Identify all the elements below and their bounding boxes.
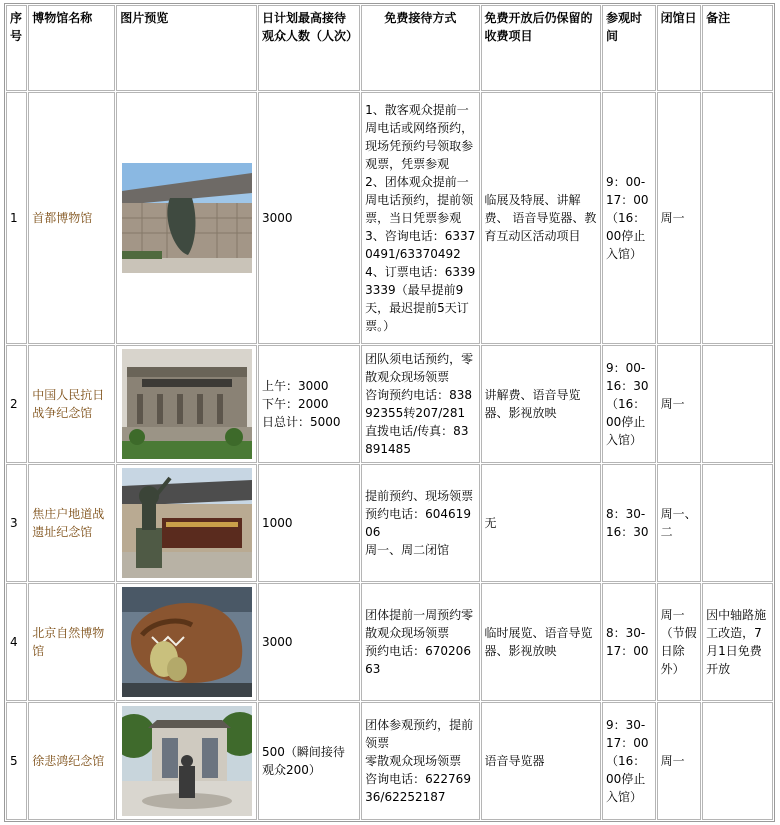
header-row (6, 5, 773, 91)
xu-beihong-memorial-photo[interactable] (122, 706, 252, 816)
capacity-cell: 3000 (258, 92, 360, 344)
header-name: 博物馆名称 (28, 5, 115, 91)
fees-cell: 临展及特展、讲解费、 语音导览器、教育互动区活动项目 (481, 92, 601, 344)
header-fees: 免费开放后仍保留的收费项目 (481, 5, 601, 91)
seq-cell: 2 (6, 345, 27, 463)
header-seq: 序号 (6, 5, 27, 91)
museum-table (4, 3, 775, 822)
method-cell: 团体参观预约，提前领票 零散观众现场领票 咨询电话：62276936/62252187 (361, 702, 479, 820)
image-cell (116, 464, 257, 582)
notes-cell (702, 702, 773, 820)
seq-cell: 4 (6, 583, 27, 701)
table-row (6, 583, 773, 701)
hours-cell: 9：00-17：00（16：00停止入馆） (602, 92, 656, 344)
museum-name-link[interactable]: 北京自然博物馆 (28, 583, 115, 701)
natural-history-museum-photo[interactable] (122, 587, 252, 697)
fees-cell: 临时展览、语音导览器、影视放映 (481, 583, 601, 701)
hours-cell: 9：30-17：00（16：00停止入馆） (602, 702, 656, 820)
hours-cell: 9：00-16：30（16：00停止入馆） (602, 345, 656, 463)
image-cell (116, 92, 257, 344)
header-hours: 参观时间 (602, 5, 656, 91)
method-cell: 1、散客观众提前一周电话或网络预约，现场凭预约号领取参观票，凭票参观 2、团体观众提前一周电话预约，提前领票，当日凭票参观 3、咨询电话：63370491/63370492 4、订票电话：63393339（最早提前9天，最迟提前5天订票。） (361, 92, 479, 344)
closed-cell: 周一 (657, 702, 702, 820)
method-cell: 团队须电话预约，零散观众现场领票 咨询预约电话：83892355转207/281 直拨电话/传真：83891485 (361, 345, 479, 463)
capital-museum-photo[interactable] (122, 163, 252, 273)
anti-japanese-war-memorial-photo[interactable] (122, 349, 252, 459)
image-cell (116, 583, 257, 701)
closed-cell: 周一、二 (657, 464, 702, 582)
capacity-cell: 500（瞬间接待观众200） (258, 702, 360, 820)
notes-cell (702, 345, 773, 463)
capacity-cell: 上午：3000 下午：2000 日总计：5000 (258, 345, 360, 463)
hours-cell: 8：30-17：00 (602, 583, 656, 701)
fees-cell: 语音导览器 (481, 702, 601, 820)
jiaozhuanghu-memorial-photo[interactable] (122, 468, 252, 578)
seq-cell: 3 (6, 464, 27, 582)
header-capacity: 日计划最高接待观众人数（人次） (258, 5, 360, 91)
header-method: 免费接待方式 (361, 5, 479, 91)
image-cell (116, 702, 257, 820)
header-notes: 备注 (702, 5, 773, 91)
closed-cell: 周一 (657, 345, 702, 463)
museum-name-link[interactable]: 徐悲鸿纪念馆 (28, 702, 115, 820)
notes-cell (702, 92, 773, 344)
table-row (6, 345, 773, 463)
fees-cell: 讲解费、语音导览器、影视放映 (481, 345, 601, 463)
header-image: 图片预览 (116, 5, 257, 91)
seq-cell: 5 (6, 702, 27, 820)
fees-cell: 无 (481, 464, 601, 582)
hours-cell: 8：30-16：30 (602, 464, 656, 582)
closed-cell: 周一 (657, 92, 702, 344)
museum-name-link[interactable]: 焦庄户地道战遗址纪念馆 (28, 464, 115, 582)
capacity-cell: 3000 (258, 583, 360, 701)
museum-name-link[interactable]: 首都博物馆 (28, 92, 115, 344)
table-row (6, 702, 773, 820)
capacity-cell: 1000 (258, 464, 360, 582)
image-cell (116, 345, 257, 463)
header-closed: 闭馆日 (657, 5, 702, 91)
museum-name-link[interactable]: 中国人民抗日战争纪念馆 (28, 345, 115, 463)
notes-cell: 因中轴路施工改造，7月1日免费开放 (702, 583, 773, 701)
notes-cell (702, 464, 773, 582)
method-cell: 提前预约、现场领票 预约电话：60461906 周一、周二闭馆 (361, 464, 479, 582)
seq-cell: 1 (6, 92, 27, 344)
method-cell: 团体提前一周预约零散观众现场领票 预约电话：67020663 (361, 583, 479, 701)
table-row (6, 92, 773, 344)
closed-cell: 周一（节假日除外） (657, 583, 702, 701)
table-row (6, 464, 773, 582)
